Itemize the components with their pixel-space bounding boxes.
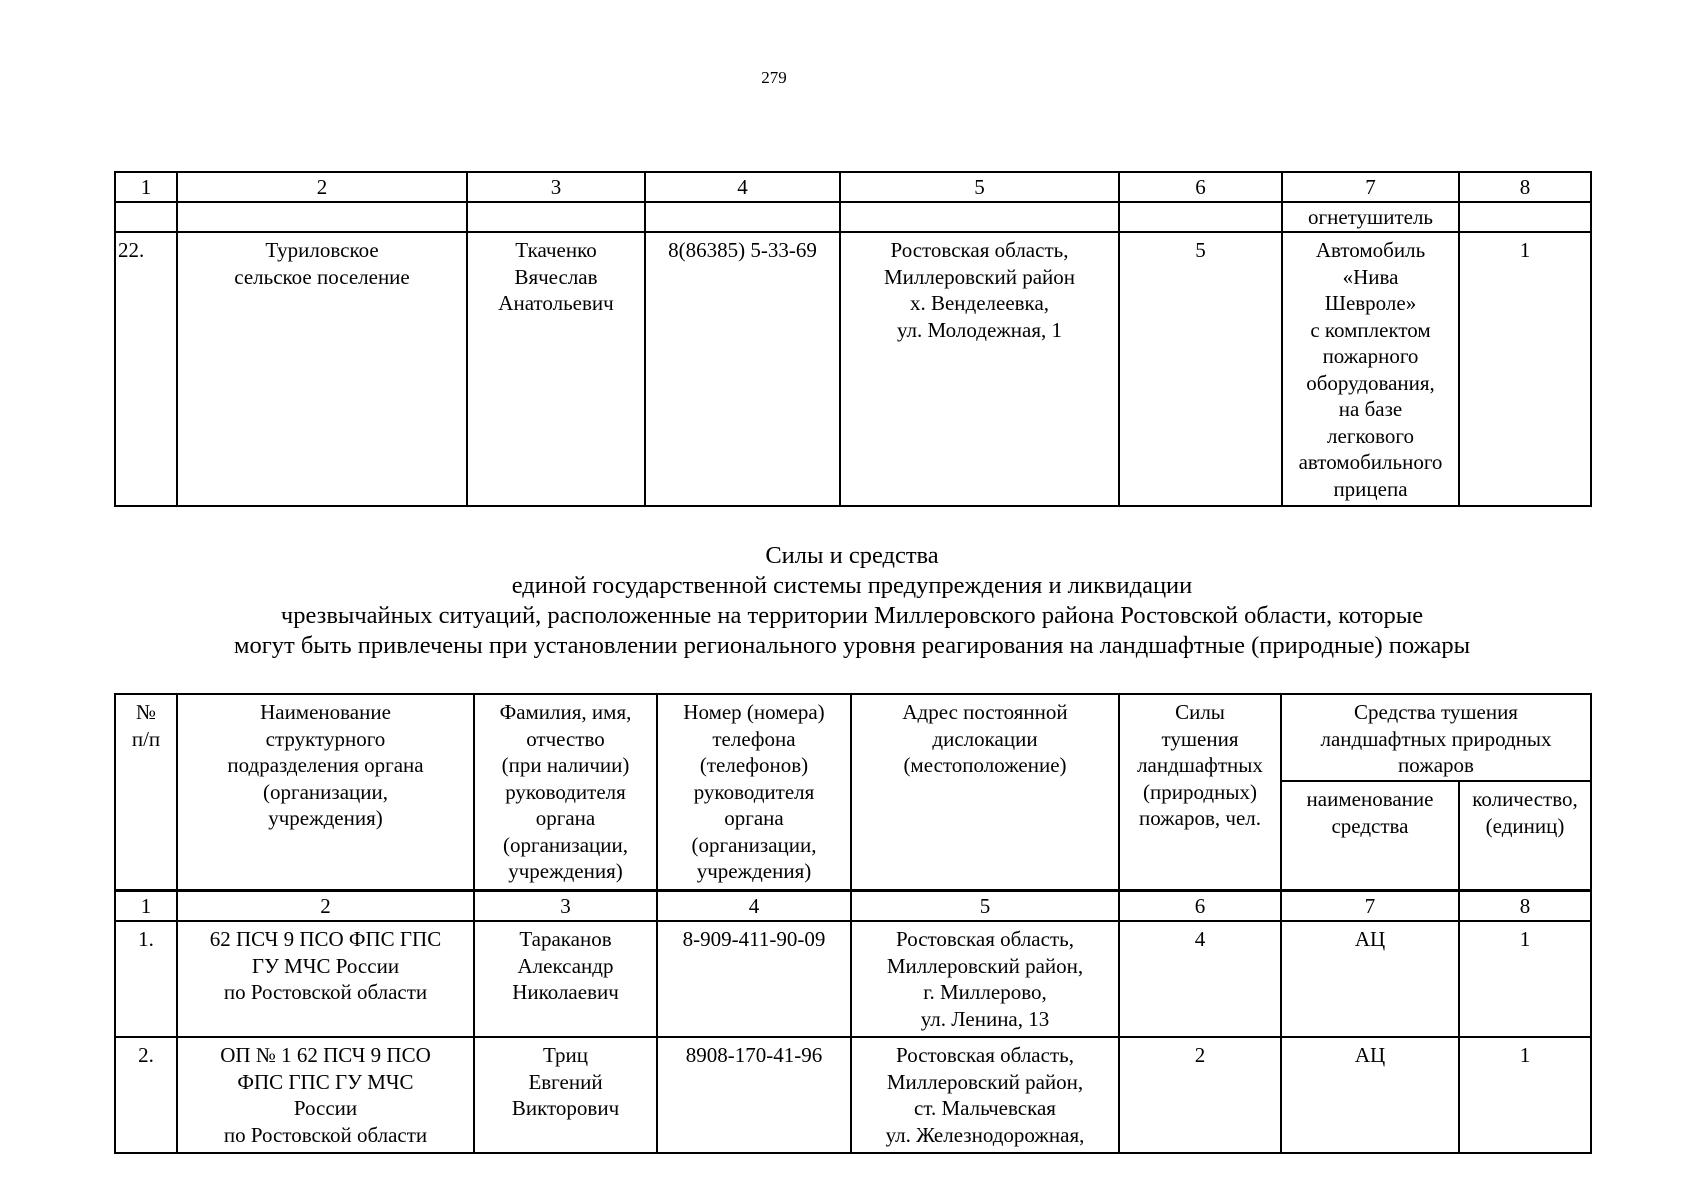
row-number: 2. <box>115 1037 177 1153</box>
header-head-name: Фамилия, имя, отчество (при наличии) руководителя органа (организации, учреждения) <box>474 694 657 891</box>
header-address: Адрес постоянной дислокации (местоположение) <box>851 694 1119 891</box>
address-cell: Ростовская область, Миллеровский район, ст. Мальчевская ул. Железнодорожная, <box>851 1037 1119 1153</box>
phone-cell: 8-909-411-90-09 <box>657 921 851 1037</box>
means-cell: АЦ <box>1281 1037 1459 1153</box>
head-name-cell: Триц Евгений Викторович <box>474 1037 657 1153</box>
continuation-table <box>114 171 1592 507</box>
header-means-name: наименование средства <box>1281 781 1459 890</box>
column-number: 2 <box>177 172 467 202</box>
section-title: Силы и средства единой государственной системы предупреждения и ликвидации чрезвычайных ситуаций, расположенные на территории Миллеровского района Ростовской области, которые могут быть привлечены при установлении регионального уровня реагирования на ландшафтные (природные) пожары <box>233 542 1471 659</box>
row-number: 22. <box>115 232 177 506</box>
column-number: 4 <box>645 172 840 202</box>
unit-name-cell: Туриловское сельское поселение <box>177 232 467 506</box>
column-number: 5 <box>851 891 1119 922</box>
table-row <box>115 232 1591 506</box>
forces-cell: 5 <box>1119 232 1282 506</box>
page-number: 279 <box>761 68 787 87</box>
column-number: 6 <box>1119 891 1281 922</box>
unit-name-cell: ОП № 1 62 ПСЧ 9 ПСО ФПС ГПС ГУ МЧС России по Ростовской области <box>177 1037 474 1153</box>
header-means-qty: количество, (единиц) <box>1459 781 1591 890</box>
head-name-cell: Ткаченко Вячеслав Анатольевич <box>467 232 645 506</box>
address-cell: Ростовская область, Миллеровский район х. Венделеевка, ул. Молодежная, 1 <box>840 232 1119 506</box>
column-number: 3 <box>467 172 645 202</box>
header-row <box>115 694 1591 781</box>
column-number: 8 <box>1459 891 1591 922</box>
table-row <box>115 1037 1591 1153</box>
quantity-cell: 1 <box>1459 921 1591 1037</box>
address-cell: Ростовская область, Миллеровский район, г. Миллерово, ул. Ленина, 13 <box>851 921 1119 1037</box>
column-number: 6 <box>1119 172 1282 202</box>
column-number: 2 <box>177 891 474 922</box>
column-number: 4 <box>657 891 851 922</box>
means-cell: огнетушитель <box>1282 202 1459 232</box>
row-number: 1. <box>115 921 177 1037</box>
table-row <box>115 202 1591 232</box>
phone-cell: 8908-170-41-96 <box>657 1037 851 1153</box>
column-number-row <box>115 891 1591 922</box>
header-unit-name: Наименование структурного подразделения органа (организации, учреждения) <box>177 694 474 891</box>
means-cell: АЦ <box>1281 921 1459 1037</box>
quantity-cell: 1 <box>1459 1037 1591 1153</box>
header-phone: Номер (номера) телефона (телефонов) руководителя органа (организации, учреждения) <box>657 694 851 891</box>
head-name-cell: Тараканов Александр Николаевич <box>474 921 657 1037</box>
column-number: 1 <box>115 172 177 202</box>
forces-table <box>114 693 1592 1154</box>
column-number: 5 <box>840 172 1119 202</box>
table-row <box>115 921 1591 1037</box>
header-forces: Силы тушения ландшафтных (природных) пожаров, чел. <box>1119 694 1281 891</box>
column-number: 7 <box>1282 172 1459 202</box>
column-number: 8 <box>1459 172 1591 202</box>
means-cell: Автомобиль «Нива Шевроле» с комплектом пожарного оборудования, на базе легкового автомобильного прицепа <box>1282 232 1459 506</box>
phone-cell: 8(86385) 5-33-69 <box>645 232 840 506</box>
quantity-cell: 1 <box>1459 232 1591 506</box>
header-num: № п/п <box>115 694 177 891</box>
column-number: 3 <box>474 891 657 922</box>
header-means-group: Средства тушения ландшафтных природных пожаров <box>1281 694 1591 781</box>
column-number: 1 <box>115 891 177 922</box>
unit-name-cell: 62 ПСЧ 9 ПСО ФПС ГПС ГУ МЧС России по Ростовской области <box>177 921 474 1037</box>
forces-cell: 4 <box>1119 921 1281 1037</box>
column-number-row <box>115 172 1591 202</box>
column-number: 7 <box>1281 891 1459 922</box>
forces-cell: 2 <box>1119 1037 1281 1153</box>
